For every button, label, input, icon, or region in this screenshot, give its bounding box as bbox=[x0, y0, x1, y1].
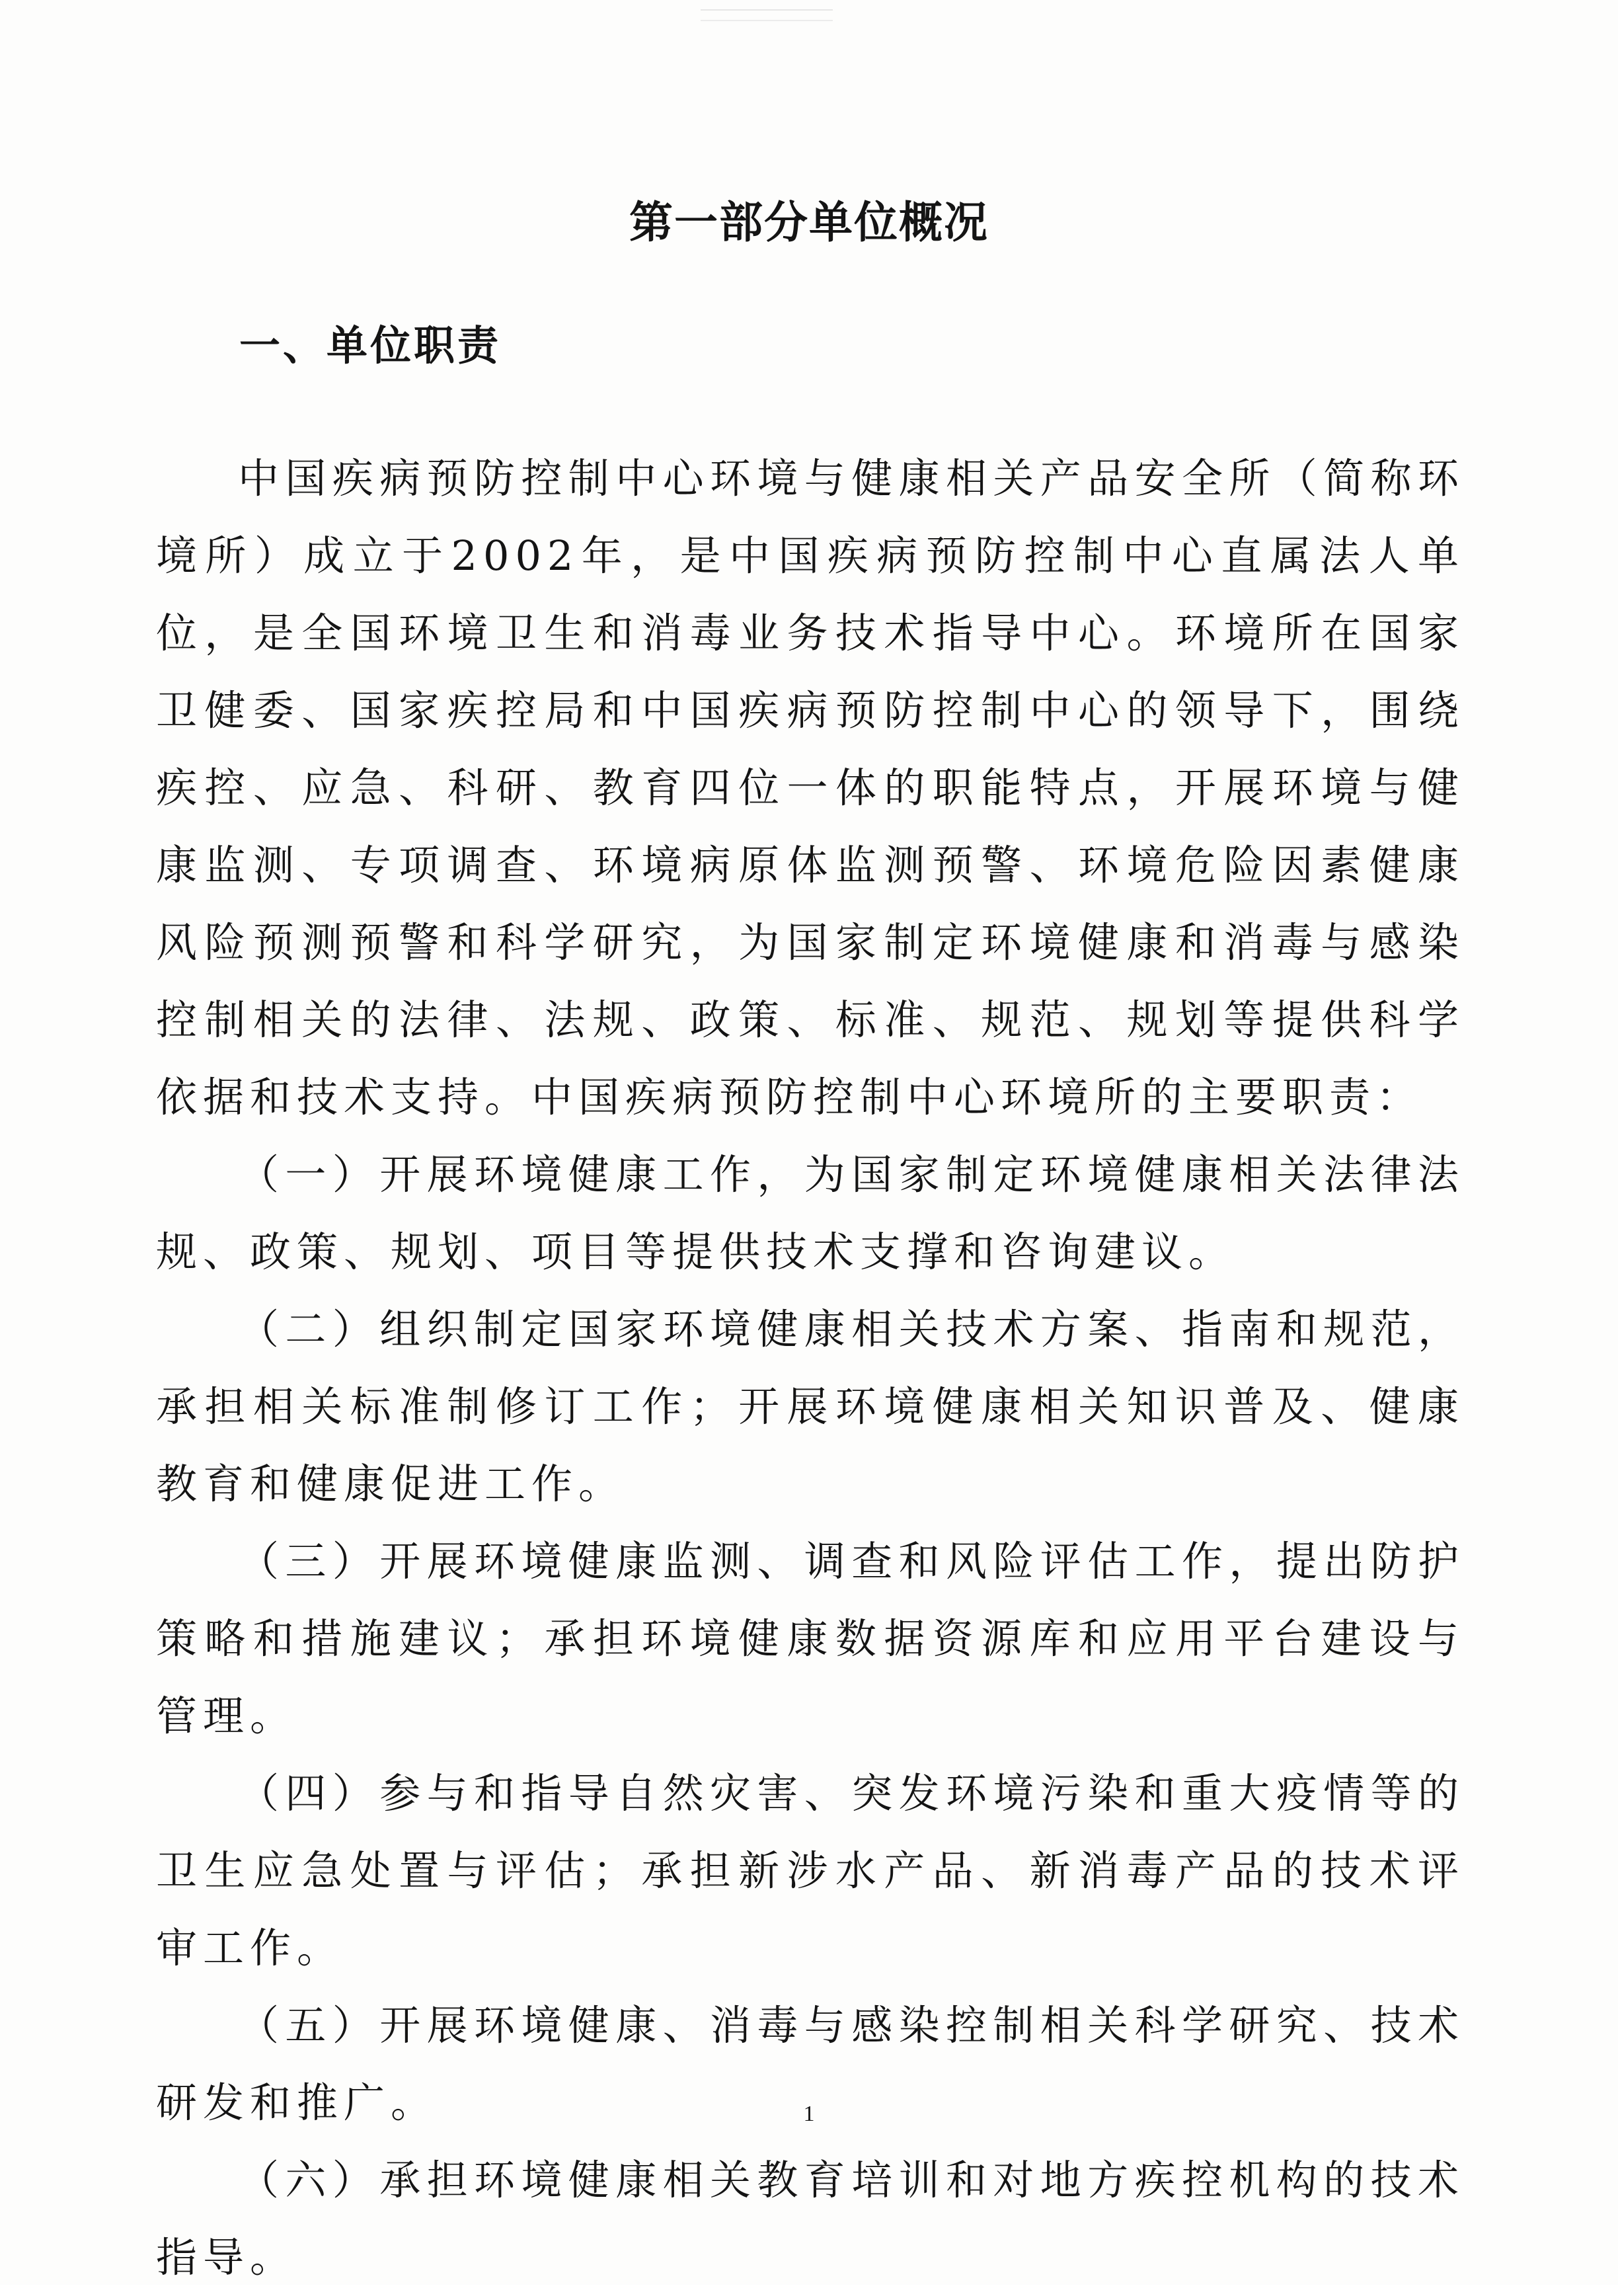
page-title: 第一部分单位概况 bbox=[629, 197, 989, 248]
body-text bbox=[156, 440, 1465, 2296]
paragraph-duty-6: （六）承担环境健康相关教育培训和对地方疾控机构的技术指导。 bbox=[156, 2156, 1465, 2281]
page-number: 1 bbox=[803, 2102, 815, 2126]
paragraph-duty-5: （五）开展环境健康、消毒与感染控制相关科学研究、技术研发和推广。 bbox=[156, 2001, 1465, 2127]
section-heading: 一、单位职责 bbox=[239, 321, 502, 370]
paragraph-intro: 中国疾病预防控制中心环境与健康相关产品安全所（简称环境所）成立于2002年，是中国疾病预防控制中心直属法人单位，是全国环境卫生和消毒业务技术指导中心。环境所在国家卫健委、国家疾控局和中国疾病预防控制中心的领导下，围绕疾控、应急、科研、教育四位一体的职能特点，开展环境与健康监测、专项调查、环境病原体监测预警、环境危险因素健康风险预测预警和科学研究，为国家制定环境健康和消毒与感染控制相关的法律、法规、政策、标准、规范、规划等提供科学依据和技术支持。中国疾病预防控制中心环境所的主要职责： bbox=[156, 454, 1465, 1121]
paragraph-duty-4: （四）参与和指导自然灾害、突发环境污染和重大疫情等的卫生应急处置与评估；承担新涉水产品、新消毒产品的技术评审工作。 bbox=[156, 1769, 1465, 1972]
paragraph-duty-1: （一）开展环境健康工作，为国家制定环境健康相关法律法规、政策、规划、项目等提供技术支撑和咨询建议。 bbox=[156, 1150, 1465, 1276]
paragraph-duty-2: （二）组织制定国家环境健康相关技术方案、指南和规范，承担相关标准制修订工作；开展环境健康相关知识普及、健康教育和健康促进工作。 bbox=[156, 1305, 1465, 1508]
scan-artifact bbox=[701, 9, 833, 21]
paragraph-duty-3: （三）开展环境健康监测、调查和风险评估工作，提出防护策略和措施建议；承担环境健康数据资源库和应用平台建设与管理。 bbox=[156, 1537, 1465, 1740]
